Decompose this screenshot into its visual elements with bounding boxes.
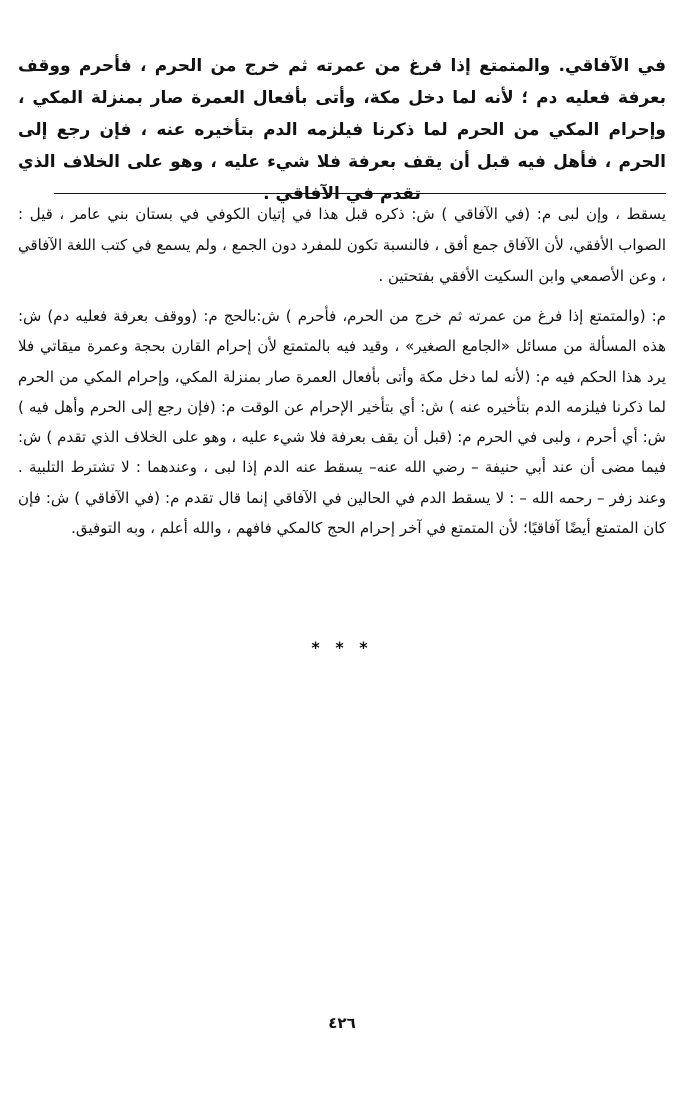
page-number: ٤٢٦: [328, 1014, 356, 1032]
main-text-paragraph: في الآفاقي. والمتمتع إذا فرغ من عمرته ثم خرج من الحرم ، فأحرم ووقف بعرفة فعليه دم ؛ لأنه لما دخل مكة، وأتى بأفعال العمرة صار بمنزلة المكي ، وإحرام المكي من الحرم لما ذكرنا فيلزمه الدم بتأخيره عنه ، فإن رجع إلى الحرم ، فأهل فيه قبل أن يقف بعرفة فلا شيء عليه ، وهو على الخلاف الذي تقدم في الآفاقي .: [18, 56, 666, 204]
section-separator-stars: * * *: [311, 638, 373, 657]
footnote-separator-line: [54, 193, 666, 194]
footnote-paragraph: يسقط ، وإن لبى م: (في الآفاقي ) ش: ذكره قبل هذا في إتيان الكوفي في بستان بني عامر ، قيل : الصواب الأفقي، لأن الآفاق جمع أفق ، فالنسبة تكون للمفرد دون الجمع ، ولم يسمع في كتب اللغة الآفاقي ، وعن الأصمعي وابن السكيت الأفقي بفتحتين .: [18, 205, 666, 285]
commentary-paragraph: م: (والمتمتع إذا فرغ من عمرته ثم خرج من الحرم، فأحرم ) ش:بالحج م: (ووقف بعرفة فعليه دم) ش: هذه المسألة من مسائل «الجامع الصغير» ، وقيد فيه بالمتمتع لأن إحرام القارن بحجة وعمرة ميقاتي فلا يرد هذا الحكم فيه م: (لأنه لما دخل مكة وأتى بأفعال العمرة صار بمنزلة المكي، وإحرام المكي من الحرم لما ذكرنا فيلزمه الدم بتأخيره عنه ) ش: أي بتأخير الإحرام عن الوقت م: (فإن رجع إلى الحرم وأهل فيه ) ش: أي أحرم ، ولبى في الحرم م: (قبل أن يقف بعرفة فلا شيء عليه ، وهو على الخلاف الذي تقدم ) ش: فيما مضى أن عند أبي حنيفة – رضي الله عنه– يسقط عنه الدم إذا لبى ، وعندهما : لا تشترط التلبية . وعند زفر – رحمه الله – : لا يسقط الدم في الحالين في الآفاقي إنما قال تقدم م: (في الآفاقي ) ش: فإن كان المتمتع أيضًا آفاقيًا؛ لأن المتمتع في آخر إحرام الحج كالمكي فافهم ، والله أعلم ، وبه التوفيق.: [18, 307, 666, 538]
